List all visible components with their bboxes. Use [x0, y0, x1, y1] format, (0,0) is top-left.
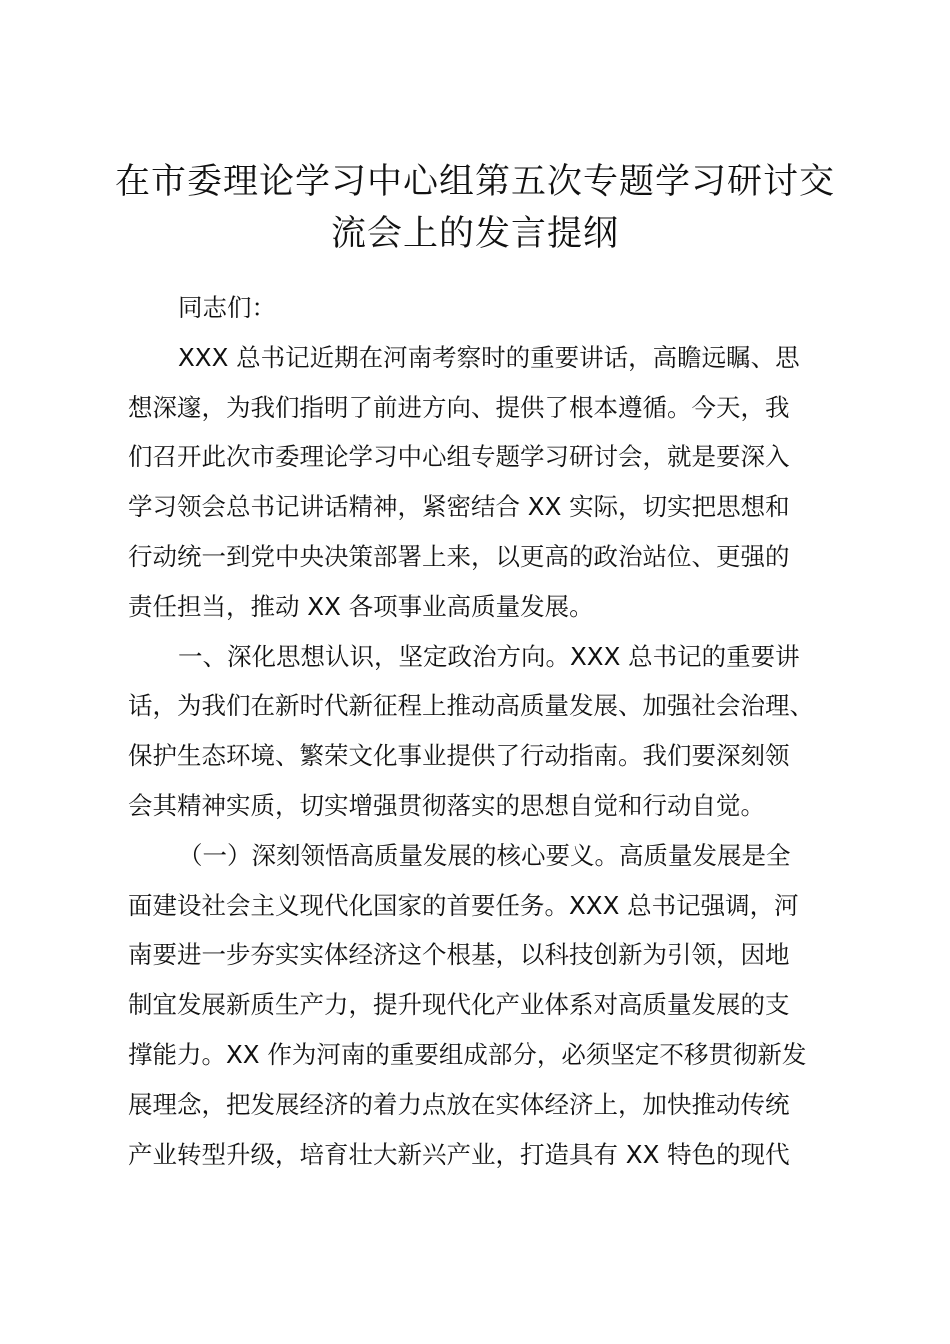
paragraph-line: 责任担当，推动 XX 各项事业高质量发展。 [128, 591, 594, 621]
document-body [128, 283, 830, 1179]
section-heading-line: 一、深化思想认识，坚定政治方向。XXX 总书记的重要讲 [178, 641, 800, 671]
paragraph-line: 保护生态环境、繁荣文化事业提供了行动指南。我们要深刻领 [128, 741, 790, 771]
paragraph-line: 话，为我们在新时代新征程上推动高质量发展、加强社会治理、 [128, 691, 814, 721]
paragraph-line: XXX 总书记近期在河南考察时的重要讲话，高瞻远瞩、思 [178, 342, 800, 372]
paragraph-line: 面建设社会主义现代化国家的首要任务。XXX 总书记强调，河 [128, 890, 799, 920]
paragraph-line: 学习领会总书记讲话精神，紧密结合 XX 实际，切实把思想和 [128, 492, 790, 522]
title-line: 在市委理论学习中心组第五次专题学习研讨交 [114, 162, 835, 202]
paragraph-line: 会其精神实质，切实增强贯彻落实的思想自觉和行动自觉。 [128, 790, 765, 820]
paragraph-line: 南要进一步夯实实体经济这个根基，以科技创新为引领，因地 [128, 940, 790, 970]
paragraph-line: 想深邃，为我们指明了前进方向、提供了根本遵循。今天，我 [128, 392, 790, 422]
title-line: 流会上的发言提纲 [330, 214, 619, 254]
paragraph-line: 产业转型升级，培育壮大新兴产业，打造具有 XX 特色的现代 [128, 1139, 790, 1169]
paragraph-line: 展理念，把发展经济的着力点放在实体经济上，加快推动传统 [128, 1089, 790, 1119]
document-title [100, 156, 850, 260]
paragraph-line: 们召开此次市委理论学习中心组专题学习研讨会，就是要深入 [128, 442, 790, 472]
paragraph-line: 撑能力。XX 作为河南的重要组成部分，必须坚定不移贯彻新发 [128, 1039, 807, 1069]
subsection-heading-line: （一）深刻领悟高质量发展的核心要义。高质量发展是全 [178, 840, 791, 870]
paragraph-line: 行动统一到党中央决策部署上来，以更高的政治站位、更强的 [128, 541, 790, 571]
paragraph-line: 制宜发展新质生产力，提升现代化产业体系对高质量发展的支 [128, 990, 790, 1020]
salutation: 同志们： [178, 293, 276, 322]
